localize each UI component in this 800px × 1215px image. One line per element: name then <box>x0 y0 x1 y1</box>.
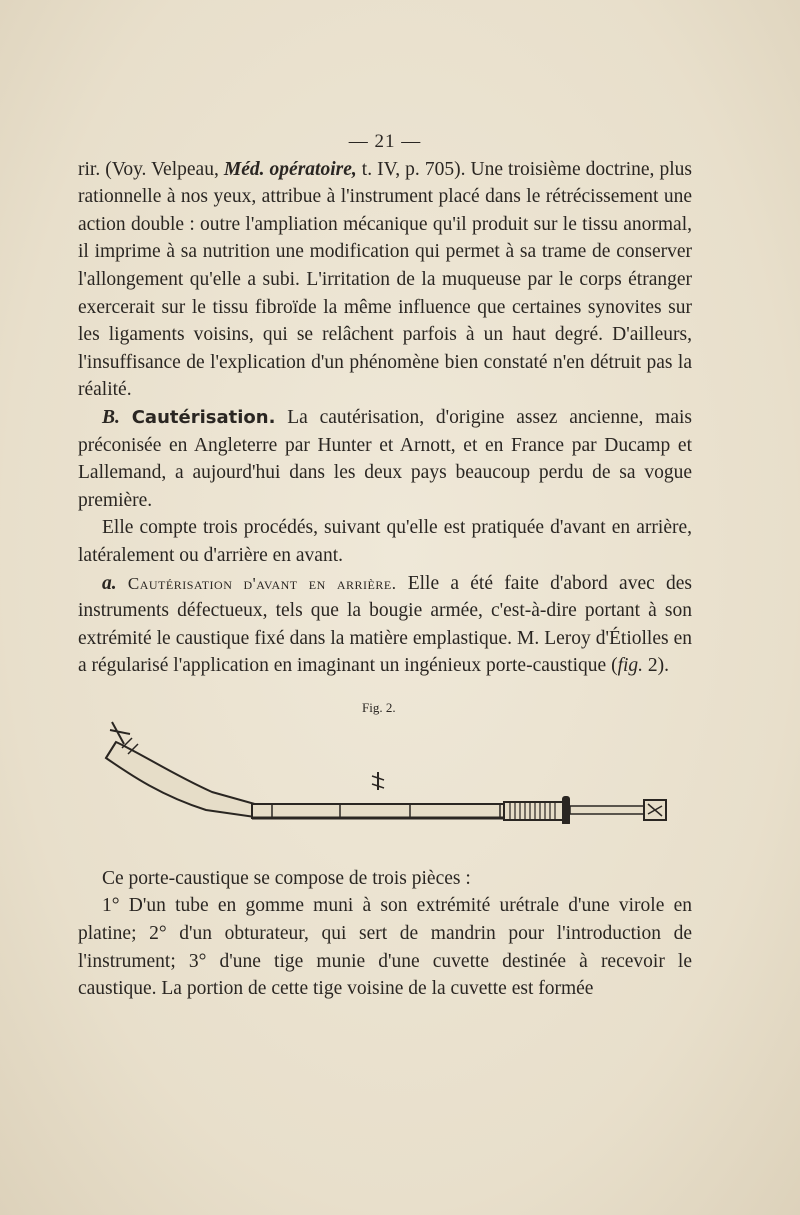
p1-work-title: Méd. opératoire, <box>223 158 357 180</box>
figure-2 <box>78 694 692 859</box>
porte-caustique-illustration <box>102 714 682 824</box>
page-content <box>78 128 692 1003</box>
subsection-letter-a: a. <box>102 572 117 594</box>
p1-text-1: rir. (Voy. Velpeau, <box>78 158 224 180</box>
paragraph-3: Elle compte trois procédés, suivant qu'elle est pratiquée d'avant en arrière, latéralement ou d'arrière en avant. <box>78 517 692 566</box>
section-letter-b: B. <box>102 406 120 428</box>
subsection-heading: Cautérisation d'avant en arrière. <box>127 573 397 593</box>
paragraph-5: Ce porte-caustique se compose de trois pièces : <box>102 867 471 889</box>
paragraph-1 <box>78 156 692 404</box>
p4-text-1: Elle a été faite d'abord avec des instruments défectueux, tels que la bougie armée, c'est-à-dire portant à son extrémité le caustique fixé dans la matière emplastique. M. Leroy d'Étiolles en a régularisé l'application en imaginant un ingénieux porte-caustique ( <box>78 572 693 677</box>
page-number: — 21 — <box>348 131 422 152</box>
paragraph-6: 1° D'un tube en gomme muni à son extrémité urétrale d'une virole en platine; 2° d'un obturateur, qui sert de mandrin pour l'introduction de l'instrument; 3° d'une tige munie d'une cuvette destinée à recevoir le caustique. La portion de cette tige voisine de la cuvette est formée <box>78 895 692 1000</box>
paragraph-4 <box>78 570 692 680</box>
p4-text-2: 2). <box>643 655 670 677</box>
fig-reference: fig. <box>617 655 644 677</box>
paragraph-2 <box>78 404 692 514</box>
section-heading-cauterisation: Cautérisation. <box>131 406 276 428</box>
p1-text-2: t. IV, p. 705). Une troisième doctrine, plus rationnelle à nos yeux, attribue à l'instrument placé dans le rétrécissement une action double : outre l'ampliation mécanique qu'il produit sur le tissu anormal, il imprime à sa nutrition une modification qui permet à sa trame de conserver l'allongement qu'elle a subi. L'irritation de la muqueuse par le corps étranger exercerait sur le tissu fibroïde la même influence que certaines synovites sur les ligaments voisins, qui se relâchent parfois à un haut degré. D'ailleurs, l'insuffisance de l'explication d'un phénomène bien constaté n'en détruit pas la réalité. <box>78 158 692 401</box>
p2-text: La cautérisation, d'origine assez ancienne, mais préconisée en Angleterre par Hunter et Arnott, et en France par Ducamp et Lallemand, a aujourd'hui dans les deux pays beaucoup perdu de sa vogue première. <box>78 406 693 511</box>
figure-label: Fig. 2. <box>362 699 396 715</box>
